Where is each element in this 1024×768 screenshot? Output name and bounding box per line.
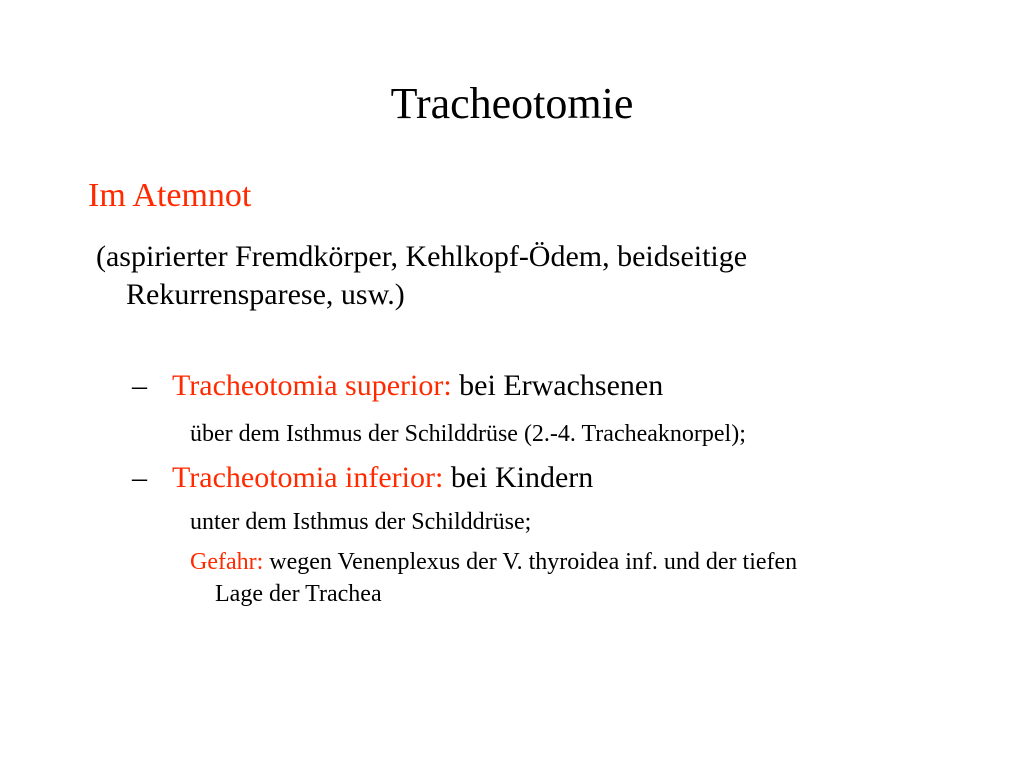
warning-note <box>190 546 797 610</box>
cause-list-line-1: (aspirierter Fremdkörper, Kehlkopf-Ödem, beidseitige <box>96 240 748 273</box>
section-heading: Im Atemnot <box>88 177 252 214</box>
warning-text-line-2: Lage der Trachea <box>215 581 382 607</box>
detail-superior: über dem Isthmus der Schilddrüse (2.-4. Tracheaknorpel); <box>190 421 746 447</box>
warning-text: wegen Venenplexus der V. thyroidea inf. und der tiefen <box>263 549 798 575</box>
warning-label: Gefahr: <box>190 549 264 575</box>
bullet-tracheotomia-superior <box>132 366 663 406</box>
bullet-label: Tracheotomia inferior: <box>172 461 444 494</box>
bullet-tracheotomia-inferior <box>132 458 593 498</box>
bullet-dash: – <box>132 461 147 494</box>
bullet-label: Tracheotomia superior: <box>172 369 452 402</box>
bullet-text: bei Kindern <box>443 461 594 494</box>
cause-list <box>96 238 916 314</box>
slide-title: Tracheotomie <box>390 79 634 128</box>
bullet-dash: – <box>132 369 147 402</box>
detail-inferior: unter dem Isthmus der Schilddrüse; <box>190 509 532 535</box>
bullet-text: bei Erwachsenen <box>451 369 664 402</box>
cause-list-line-2: Rekurrensparese, usw.) <box>126 278 405 311</box>
